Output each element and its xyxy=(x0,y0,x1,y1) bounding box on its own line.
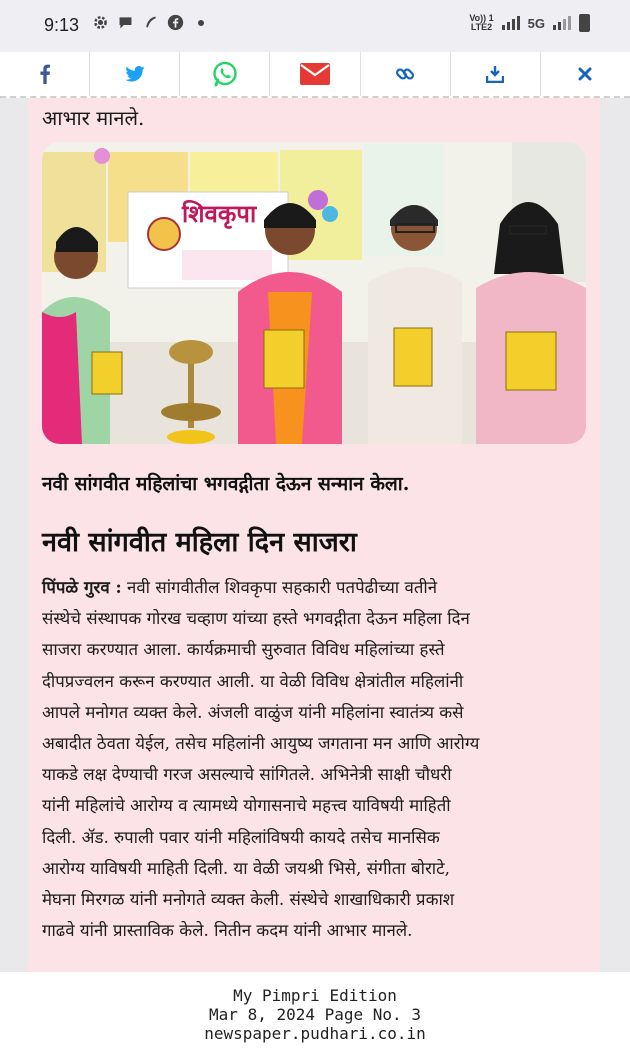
body-line: याकडे लक्ष देण्याची गरज असल्याचे सांगितले. अभिनेत्री साक्षी चौधरी xyxy=(42,764,452,785)
download-button[interactable] xyxy=(451,52,541,96)
more-notifications-dot xyxy=(198,20,204,26)
edition-footer xyxy=(0,986,630,1043)
download-icon xyxy=(486,65,504,83)
battery-icon xyxy=(579,14,590,32)
copy-link-button[interactable] xyxy=(361,52,451,96)
body-line: साजरा करण्यात आला. कार्यक्रमाची सुरुवात विविध महिलांच्या हस्ते xyxy=(42,639,445,660)
banner-title: शिवकृपा xyxy=(182,199,257,228)
newspaper-clipping[interactable] xyxy=(28,98,600,972)
whatsapp-icon xyxy=(212,61,238,87)
link-icon xyxy=(395,64,415,84)
article-body xyxy=(42,572,588,946)
email-icon xyxy=(300,63,330,85)
notification-icons xyxy=(92,14,204,31)
volte-indicator: Vo)) 1 LTE2 xyxy=(469,13,494,32)
previous-article-ending: आभार मानले. xyxy=(42,106,145,130)
email-share-button[interactable] xyxy=(270,52,360,96)
facebook-icon xyxy=(38,64,52,84)
photo-caption: नवी सांगवीत महिलांचा भगवद्गीता देऊन सन्मान केला. xyxy=(42,473,410,495)
clock: 9:13 xyxy=(44,15,80,35)
settings-icon xyxy=(92,14,109,31)
signal-strength-icon xyxy=(502,16,520,30)
article-headline: नवी सांगवीत महिला दिन साजरा xyxy=(42,527,357,558)
twitter-share-button[interactable] xyxy=(90,52,180,96)
body-line: पिंपळे गुरव : नवी सांगवीतील शिवकृपा सहकारी पतपेढीच्या वतीने xyxy=(42,577,438,597)
facebook-icon xyxy=(167,14,184,31)
edition-site: newspaper.pudhari.co.in xyxy=(204,1024,426,1043)
signal-strength-icon-2 xyxy=(553,16,571,30)
close-icon xyxy=(578,67,592,81)
body-line: मेघना मिरगळ यांनी मनोगते व्यक्त केली. संस्थेचे शाखाधिकारी प्रकाश xyxy=(42,889,455,910)
body-line: आरोग्य याविषयी माहिती दिली. या वेळी जयश्री भिसे, संगीता बोराटे, xyxy=(42,857,450,878)
facebook-share-button[interactable] xyxy=(0,52,90,96)
share-toolbar xyxy=(0,52,630,98)
edition-date-page: Mar 8, 2024 Page No. 3 xyxy=(209,1005,421,1024)
network-type: 5G xyxy=(527,15,545,31)
body-line: दीपप्रज्वलन करून करण्यात आली. या वेळी विविध क्षेत्रांतील महिलांनी xyxy=(42,670,464,691)
feather-icon xyxy=(142,14,159,31)
twitter-icon xyxy=(125,66,145,82)
body-line: गाढवे यांनी प्रास्ताविक केले. नितीन कदम यांनी आभार मानले. xyxy=(42,920,413,941)
body-line: अबादीत ठेवता येईल, तसेच महिलांनी आयुष्य जगताना मन आणि आरोग्य xyxy=(42,733,480,754)
body-line: दिली. ॲड. रुपाली पवार यांनी महिलांविषयी कायदे तसेच मानसिक xyxy=(42,826,440,847)
body-line: यांनी महिलांचे आरोग्य व त्यामध्ये योगासनाचे महत्त्व याविषयी माहिती xyxy=(42,795,451,816)
body-line: आपले मनोगत व्यक्त केले. अंजली वाळुंज यांनी महिलांना स्वातंत्र्य कसे xyxy=(42,701,464,722)
article-photo xyxy=(42,142,586,444)
chat-bubble-icon xyxy=(117,14,134,31)
photo-illustration xyxy=(42,142,586,444)
edition-name: My Pimpri Edition xyxy=(233,986,397,1005)
status-bar xyxy=(0,0,630,52)
whatsapp-share-button[interactable] xyxy=(180,52,270,96)
close-button[interactable] xyxy=(541,52,630,96)
system-status xyxy=(469,14,590,32)
dateline: पिंपळे गुरव : xyxy=(42,577,122,597)
body-line: संस्थेचे संस्थापक गोरख चव्हाण यांच्या हस्ते भगवद्गीता देऊन महिला दिन xyxy=(42,608,470,629)
